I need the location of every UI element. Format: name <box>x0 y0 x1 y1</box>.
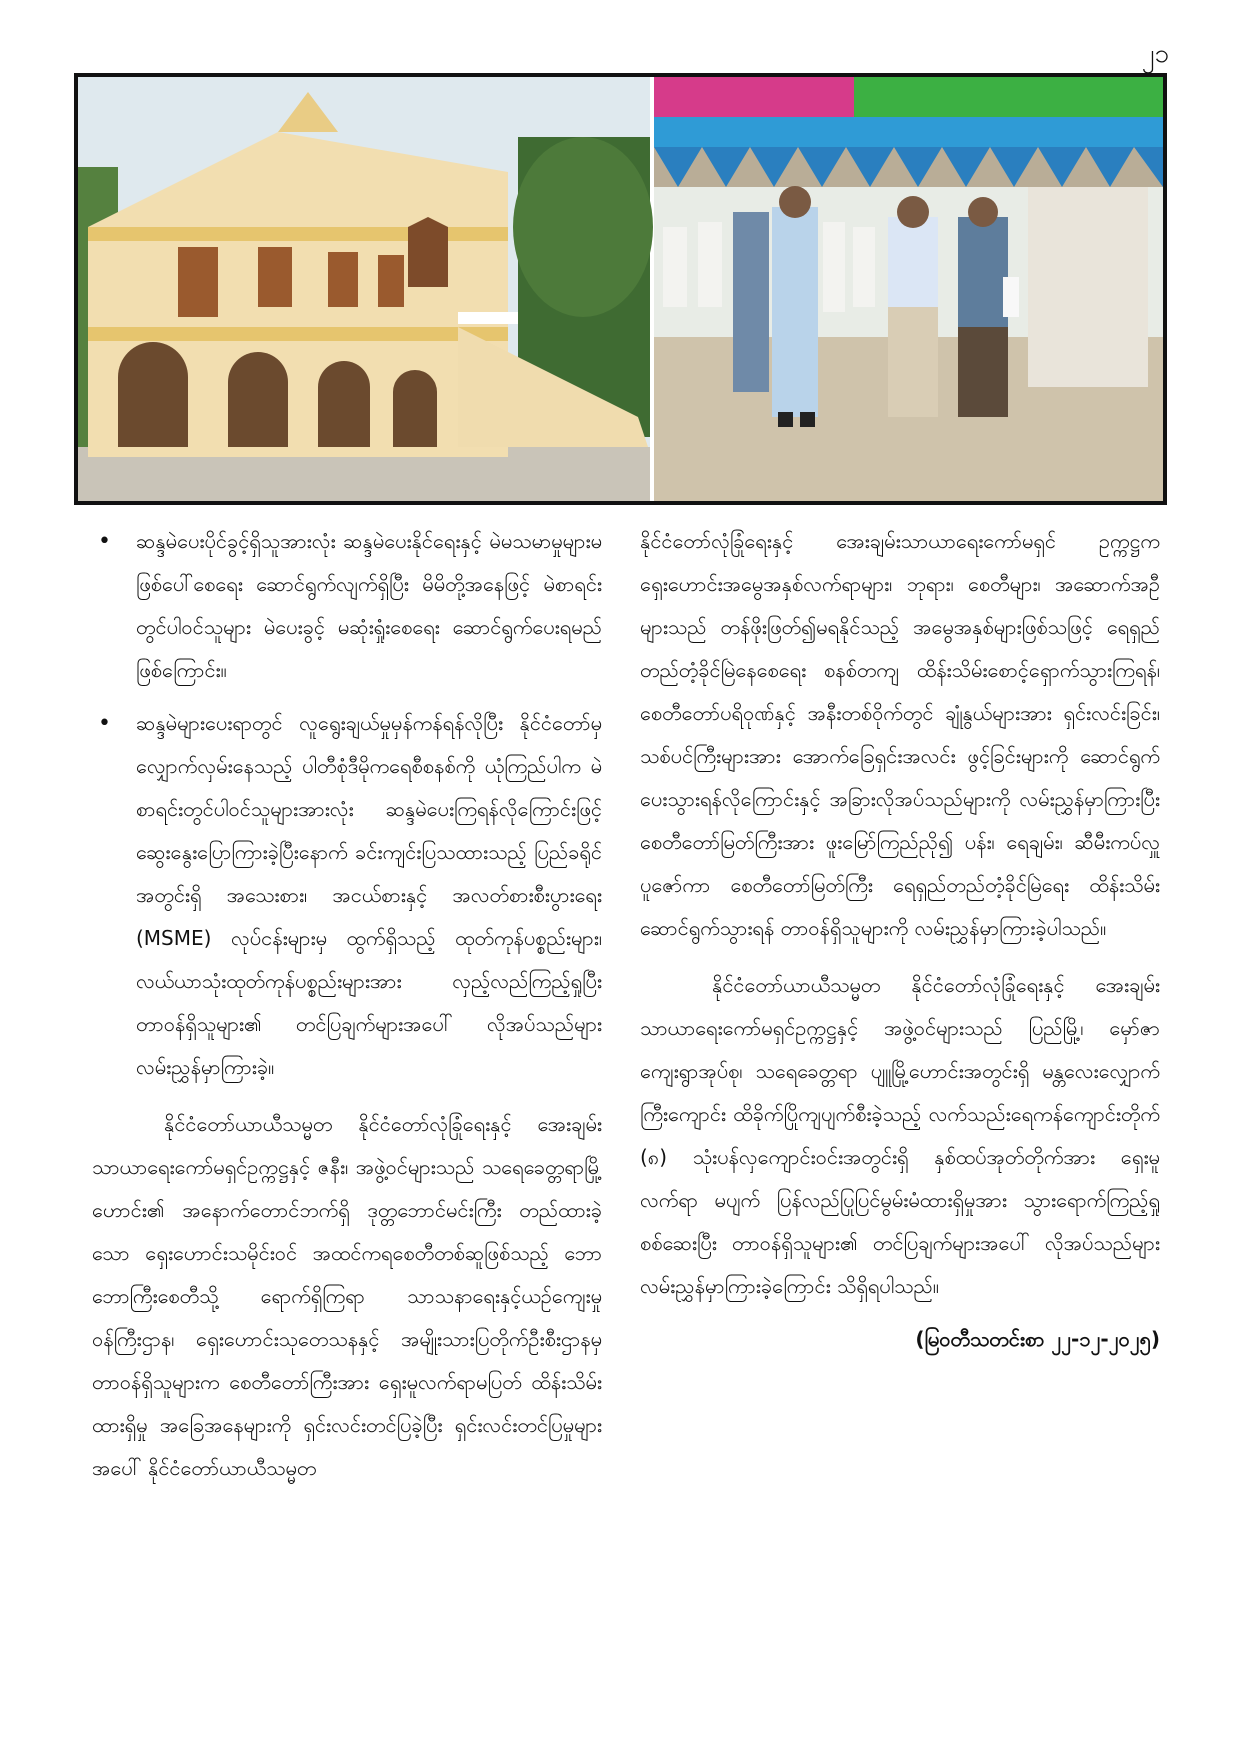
bullet-item <box>92 702 602 1089</box>
monastery-photo <box>78 77 653 501</box>
officials-photo <box>654 77 1163 501</box>
bullet-item <box>92 520 602 692</box>
source-citation: (မြဝတီသတင်းစာ ၂၂-၁၂-၂၀၂၅) <box>915 1327 1160 1351</box>
right-column <box>640 520 1160 1361</box>
bullet-text: ဆန္ဒမဲများပေးရာတွင် လူရွေးချယ်မှုမှန်ကန်ရန်လိုပြီး နိုင်ငံတော်မှလျှောက်လှမ်းနေသည့် ပါတီစုံဒီမိုကရေစီစနစ်ကို ယုံကြည်ပါက မဲစာရင်းတွင်ပါဝင်သူများအားလုံး ဆန္ဒမဲပေးကြရန်လိုကြောင်းဖြင့် ဆွေးနွေးပြောကြားခဲ့ပြီးနောက် ခင်းကျင်းပြသထားသည့် ပြည်ခရိုင်အတွင်းရှိ အသေးစား၊ အငယ်စားနှင့် အလတ်စားစီးပွားရေး (MSME) လုပ်ငန်းများမှ ထွက်ရှိသည့် ထုတ်ကုန်ပစ္စည်းများ၊ လယ်ယာသုံးထုတ်ကုန်ပစ္စည်းများအား လှည့်လည်ကြည့်ရှုပြီး တာဝန်ရှိသူများ၏ တင်ပြချက်များအပေါ် လိုအပ်သည်များ လမ်းညွှန်မှာကြားခဲ့။ <box>136 711 602 1079</box>
photos <box>78 77 1163 501</box>
page-number: ၂၁ <box>1141 39 1169 69</box>
body-paragraph: နိုင်ငံတော်ယာယီသမ္မတ နိုင်ငံတော်လုံခြုံရေးနှင့် အေးချမ်းသာယာရေးကော်မရှင်ဥက္ကဋ္ဌနှင့် အဖွဲ့ဝင်များသည် ပြည်မြို့၊ မှော်ဇာကျေးရွာအုပ်စု၊ သရေခေတ္တရာ ပျူမြို့ဟောင်းအတွင်းရှိ မန္တလေးလျှောက်ကြီးကျောင်း ထိခိုက်ပြိုကျပျက်စီးခဲ့သည့် လက်သည်းရေကန်ကျောင်းတိုက် (၈) သုံးပန်လှကျောင်းဝင်းအတွင်းရှိ နှစ်ထပ်အုတ်တိုက်အား ရှေးမူလက်ရာ မပျက် ပြန်လည်ပြုပြင်မွမ်းမံထားရှိမှုအား သွားရောက်ကြည့်ရှုစစ်ဆေးပြီး တာဝန်ရှိသူများ၏ တင်ပြချက်များအပေါ် လိုအပ်သည်များ လမ်းညွှန်မှာကြားခဲ့ကြောင်း သိရှိရပါသည်။ <box>640 973 1160 1298</box>
body-paragraph: နိုင်ငံတော်လုံခြုံရေးနှင့် အေးချမ်းသာယာရေးကော်မရှင် ဥက္ကဋ္ဌက ရှေးဟောင်းအမွေအနှစ်လက်ရာများ၊ ဘုရား၊ စေတီများ၊ အဆောက်အဦများသည် တန်ဖိုးဖြတ်၍မရနိုင်သည့် အမွေအနှစ်များဖြစ်သဖြင့် ရေရှည်တည်တံ့ခိုင်မြဲနေစေရေး စနစ်တကျ ထိန်းသိမ်းစောင့်ရှောက်သွားကြရန်၊ စေတီတော်ပရိဝုဏ်နှင့် အနီးတစ်ဝိုက်တွင် ချုံနွယ်များအား ရှင်းလင်းခြင်း၊ သစ်ပင်ကြီးများအား အောက်ခြေရှင်းအလင်း ဖွင့်ခြင်းများကို ဆောင်ရွက်ပေးသွားရန်လိုကြောင်းနှင့် အခြားလိုအပ်သည်များကို လမ်းညွှန်မှာကြားပြီး စေတီတော်မြတ်ကြီးအား ဖူးမြော်ကြည်ညို၍ ပန်း၊ ရေချမ်း၊ ဆီမီးကပ်လှူပူဇော်ကာ စေတီတော်မြတ်ကြီး ရေရှည်တည်တံ့ခိုင်မြဲရေး ထိန်းသိမ်းဆောင်ရွက်သွားရန် တာဝန်ရှိသူများကို လမ်းညွှန်မှာကြားခဲ့ပါသည်။ <box>640 529 1160 940</box>
bullet-dot-icon: • <box>98 711 111 736</box>
bullet-dot-icon: • <box>98 529 111 554</box>
body-paragraph: နိုင်ငံတော်ယာယီသမ္မတ နိုင်ငံတော်လုံခြုံရေးနှင့် အေးချမ်းသာယာရေးကော်မရှင်ဥက္ကဋ္ဌနှင့် ဇနီး၊ အဖွဲ့ဝင်များသည် သရေခေတ္တရာမြို့ဟောင်း၏ အနောက်တောင်ဘက်ရှိ ဒုတ္တဘောင်မင်းကြီး တည်ထားခဲ့သော ရှေးဟောင်းသမိုင်းဝင် အထင်ကရစေတီတစ်ဆူဖြစ်သည့် ဘောဘောကြီးစေတီသို့ ရောက်ရှိကြရာ သာသနာရေးနှင့်ယဉ်ကျေးမှုဝန်ကြီးဌာန၊ ရှေးဟောင်းသုတေသနနှင့် အမျိုးသားပြတိုက်ဦးစီးဌာနမှ တာဝန်ရှိသူများက စေတီတော်ကြီးအား ရှေးမူလက်ရာမပြတ် ထိန်းသိမ်းထားရှိမှု အခြေအနေများကို ရှင်းလင်းတင်ပြခဲ့ပြီး ရှင်းလင်းတင်ပြမှုများအပေါ် နိုင်ငံတော်ယာယီသမ္မတ <box>92 1112 602 1480</box>
bullet-text: ဆန္ဒမဲပေးပိုင်ခွင့်ရှိသူအားလုံး ဆန္ဒမဲပေးနိုင်ရေးနှင့် မဲမသမာမှုများမဖြစ်ပေါ်စေရေး ဆောင်ရွက်လျက်ရှိပြီး မိမိတို့အနေဖြင့် မဲစာရင်းတွင်ပါဝင်သူများ မဲပေးခွင့် မဆုံးရှုံးစေရေး ဆောင်ရွက်ပေးရမည်ဖြစ်ကြောင်း။ <box>136 529 602 682</box>
left-column <box>92 520 602 1490</box>
photo-frame <box>74 73 1167 505</box>
